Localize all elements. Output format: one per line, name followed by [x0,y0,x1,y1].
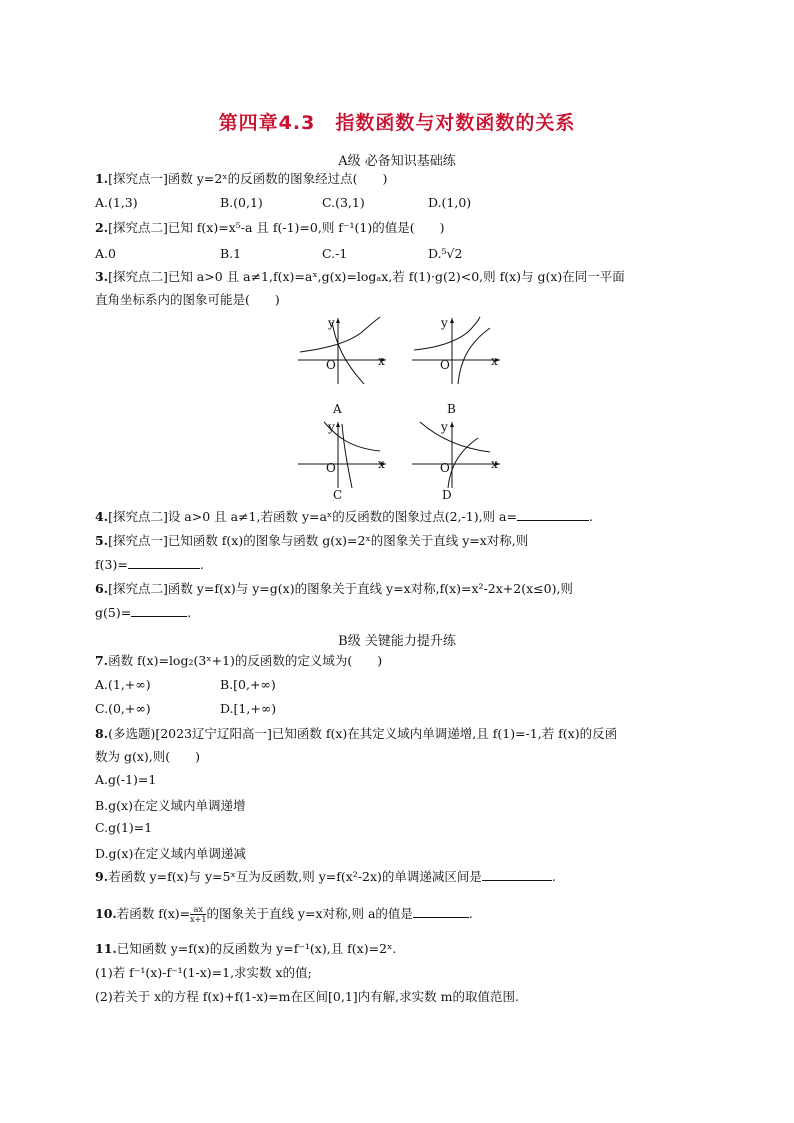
section-a-heading: A级 必备知识基础练 [338,154,456,169]
fraction-denominator: x+1 [190,915,207,924]
question-text: [探究点二]函数 y=f(x)与 y=g(x)的图象关于直线 y=x对称,f(x)=x²-2x+2(x≤0),则 [108,581,573,596]
option-d: D.g(x)在定义域内单调递减 [95,846,246,861]
question-5-line-2 [95,556,204,574]
question-8-line-2: 数为 g(x),则( ) [95,749,201,764]
question-number: 1. [95,171,109,186]
period: . [588,509,593,524]
period: . [187,605,192,620]
question-text: f(3)= [95,557,128,572]
graph-b [406,314,506,386]
question-text: [探究点一]函数 y=2ˣ的反函数的图象经过点( ) [108,171,388,186]
question-text: g(5)= [95,605,132,620]
option-d: D.[1,+∞) [220,701,277,716]
option-b: B.[0,+∞) [220,677,276,692]
question-3 [95,268,625,286]
question-number: 2. [95,220,109,235]
question-1 [95,170,387,188]
origin-label: O [440,461,450,475]
question-number: 8. [95,726,109,741]
fraction-numerator: ax [190,905,206,915]
x-axis-label: x [378,457,385,471]
question-4 [95,508,593,526]
origin-label: O [326,358,336,372]
question-10 [95,905,473,924]
question-2 [95,219,445,237]
question-number: 9. [95,869,109,884]
question-6 [95,580,573,598]
option-a: A.g(-1)=1 [95,772,157,787]
graph-d-label: D [442,488,452,502]
graph-d [406,418,506,490]
question-text: 已知函数 y=f(x)的反函数为 y=f⁻¹(x),且 f(x)=2ˣ. [116,941,397,956]
option-b: B.(0,1) [220,195,263,210]
graph-a [292,314,392,386]
question-3-line-2: 直角坐标系内的图象可能是( ) [95,292,280,307]
question-6-line-2 [95,604,191,622]
question-number: 5. [95,533,109,548]
option-c: C.g(1)=1 [95,820,153,835]
y-axis-label: y [328,420,335,434]
question-number: 6. [95,581,109,596]
question-text: 的图象关于直线 y=x对称,则 a的值是 [206,906,413,921]
answer-blank[interactable] [517,508,589,521]
question-text: 若函数 f(x)= [116,906,191,921]
option-c: C.(3,1) [322,195,365,210]
option-b: B.1 [220,246,242,261]
x-axis-label: x [378,354,385,368]
question-11-part-1: (1)若 f⁻¹(x)-f⁻¹(1-x)=1,求实数 x的值; [95,965,312,980]
period: . [551,869,556,884]
question-7 [95,652,382,670]
option-a: A.(1,3) [95,195,138,210]
period: . [199,557,204,572]
graph-c [292,418,392,490]
question-text: (多选题)[2023辽宁辽阳高一]已知函数 f(x)在其定义域内单调递增,且 f(1)=-1,若 f(x)的反函 [108,726,618,741]
answer-blank[interactable] [128,556,200,569]
question-11 [95,940,396,958]
x-axis-label: x [491,354,498,368]
option-b: B.g(x)在定义域内单调递增 [95,798,246,813]
origin-label: O [440,358,450,372]
question-text: [探究点二]设 a>0 且 a≠1,若函数 y=aˣ的反函数的图象过点(2,-1),则 a= [108,509,517,524]
answer-blank[interactable] [413,905,469,918]
question-text: [探究点二]已知 f(x)=x⁵-a 且 f(-1)=0,则 f⁻¹(1)的值是( ) [108,220,445,235]
fraction [190,905,206,924]
y-axis-label: y [441,420,448,434]
x-axis-label: x [491,457,498,471]
option-c: C.(0,+∞) [95,701,151,716]
question-text: 函数 f(x)=log₂(3ˣ+1)的反函数的定义域为( ) [108,653,383,668]
question-8 [95,725,617,743]
question-text: [探究点二]已知 a>0 且 a≠1,f(x)=aˣ,g(x)=logₐx,若 f(1)·g(2)<0,则 f(x)与 g(x)在同一平面 [108,269,625,284]
question-number: 11. [95,941,117,956]
graph-b-label: B [447,402,456,416]
option-a: A.0 [95,246,116,261]
y-axis-label: y [441,316,448,330]
question-text: 若函数 y=f(x)与 y=5ˣ互为反函数,则 y=f(x²-2x)的单调递减区间是 [108,869,482,884]
option-c: C.-1 [322,246,348,261]
page-title: 第四章4.3 指数函数与对数函数的关系 [218,112,576,134]
question-number: 7. [95,653,109,668]
y-axis-label: y [328,316,335,330]
question-number: 10. [95,906,117,921]
question-text: [探究点一]已知函数 f(x)的图象与函数 g(x)=2ˣ的图象关于直线 y=x对称,则 [108,533,529,548]
origin-label: O [326,461,336,475]
graph-c-label: C [333,488,343,502]
question-11-part-2: (2)若关于 x的方程 f(x)+f(1-x)=m在区间[0,1]内有解,求实数 m的取值范围. [95,989,519,1004]
period: . [468,906,473,921]
option-a: A.(1,+∞) [95,677,151,692]
answer-blank[interactable] [482,868,552,881]
option-d: D.(1,0) [428,195,472,210]
question-5 [95,532,528,550]
question-9 [95,868,556,886]
question-number: 3. [95,269,109,284]
graph-a-label: A [333,402,342,416]
option-d: D.⁵√2 [428,246,463,261]
section-b-heading: B级 关键能力提升练 [338,634,456,649]
question-number: 4. [95,509,109,524]
answer-blank[interactable] [131,604,187,617]
